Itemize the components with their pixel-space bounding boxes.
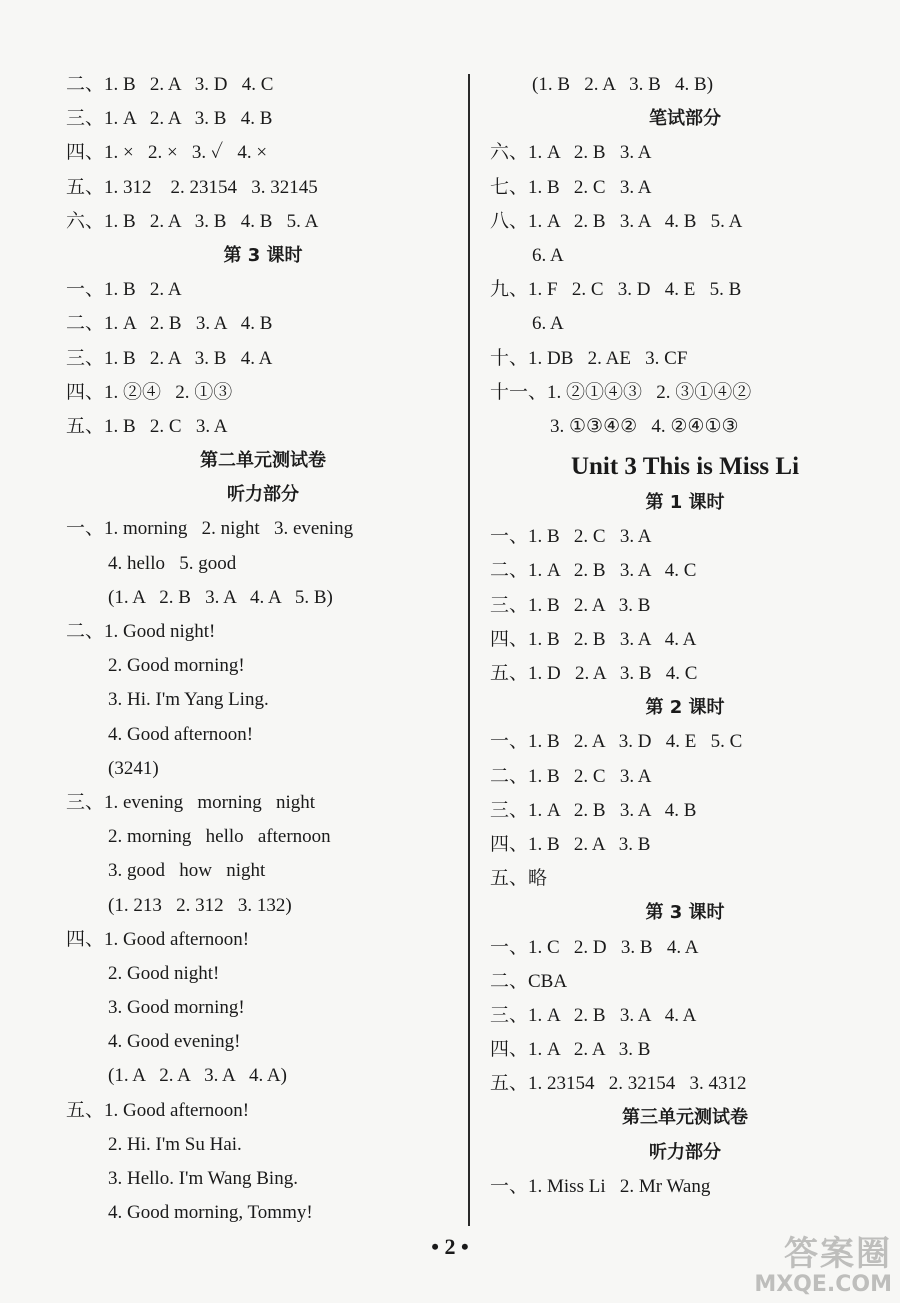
answer-line: 二、CBA — [490, 970, 568, 992]
answer-line: 3. Good morning! — [108, 997, 245, 1019]
answer-line: 一、1. morning 2. night 3. evening — [66, 518, 354, 540]
answer-line: 六、1. A 2. B 3. A — [490, 142, 652, 164]
answer-line: 三、1. B 2. A 3. B — [490, 594, 651, 616]
answer-line: 4. Good morning, Tommy! — [108, 1202, 313, 1224]
watermark-url: MXQE.COM — [754, 1272, 892, 1297]
answer-line: 一、1. B 2. A 3. D 4. E 5. C — [490, 731, 743, 753]
answer-line: 4. Good evening! — [108, 1031, 241, 1053]
answer-line: 四、1. B 2. B 3. A 4. A — [490, 628, 697, 650]
answer-line: (1. A 2. A 3. A 4. A) — [108, 1065, 287, 1087]
watermark — [754, 1235, 892, 1297]
answer-line: 四、1. Good afternoon! — [66, 928, 250, 950]
answer-line: 五、1. 23154 2. 32154 3. 4312 — [490, 1073, 747, 1095]
answer-line: 十一、1. ②①④③ 2. ③①④② — [490, 381, 752, 403]
section-heading: 第 1 课时 — [645, 492, 725, 514]
section-heading: 第三单元测试卷 — [622, 1107, 748, 1129]
answer-line: 6. A — [532, 244, 564, 266]
section-heading: 听力部分 — [227, 484, 299, 506]
section-heading: 第 3 课时 — [223, 244, 303, 266]
answer-line: 三、1. A 2. B 3. A 4. A — [490, 1004, 697, 1026]
answer-line: 三、1. evening morning night — [66, 791, 316, 813]
answer-line: 6. A — [532, 313, 564, 335]
answer-line: 二、1. B 2. C 3. A — [490, 765, 652, 787]
answer-line: (3241) — [108, 757, 159, 779]
answer-line: 3. Hi. I'm Yang Ling. — [108, 689, 269, 711]
answer-line: 四、1. ②④ 2. ①③ — [66, 381, 233, 403]
answer-line: (1. 213 2. 312 3. 132) — [108, 894, 292, 916]
answer-line: 七、1. B 2. C 3. A — [490, 176, 652, 198]
column-divider — [468, 74, 470, 1226]
answer-line: 二、1. Good night! — [66, 621, 216, 642]
section-heading: 第 2 课时 — [645, 697, 725, 719]
answer-line: 四、1. × 2. × 3. ✓ 4. × — [66, 142, 268, 164]
answer-line: 二、1. A 2. B 3. A 4. C — [490, 560, 697, 582]
answer-line: 4. Good afternoon! — [108, 723, 254, 745]
answer-line: (1. B 2. A 3. B 4. B) — [532, 74, 714, 95]
answer-line: 3. good how night — [108, 860, 266, 882]
section-heading: 第二单元测试卷 — [200, 450, 326, 472]
answer-line: 五、1. Good afternoon! — [66, 1099, 250, 1121]
unit-title: Unit 3 This is Miss Li — [570, 453, 800, 481]
answer-line: 一、1. B 2. A — [66, 279, 182, 301]
answer-line: 三、1. A 2. A 3. B 4. B — [66, 108, 273, 130]
answer-line: 五、1. D 2. A 3. B 4. C — [490, 663, 698, 684]
answer-line: 三、1. A 2. B 3. A 4. B — [490, 799, 697, 821]
answer-line: 4. hello 5. good — [108, 552, 237, 574]
answer-line: 八、1. A 2. B 3. A 4. B 5. A — [490, 210, 743, 232]
answer-line: 一、1. B 2. C 3. A — [490, 526, 652, 548]
answer-line: (1. A 2. B 3. A 4. A 5. B) — [108, 586, 333, 608]
answer-line: 三、1. B 2. A 3. B 4. A — [66, 347, 273, 369]
section-heading: 第 3 课时 — [645, 902, 725, 924]
answer-line: 五、略 — [490, 868, 548, 890]
answer-line: 六、1. B 2. A 3. B 4. B 5. A — [66, 210, 319, 232]
section-heading: 笔试部分 — [649, 108, 721, 130]
page-number: • 2 • — [431, 1234, 469, 1259]
section-heading: 听力部分 — [649, 1141, 721, 1163]
answer-line: 2. Good night! — [108, 962, 220, 984]
answer-line: 3. Hello. I'm Wang Bing. — [108, 1168, 298, 1189]
answer-line: 二、1. A 2. B 3. A 4. B — [66, 313, 273, 335]
left-column — [66, 68, 460, 1230]
answer-line: 九、1. F 2. C 3. D 4. E 5. B — [490, 279, 742, 301]
watermark-logo-text: 答案圈 — [784, 1234, 892, 1274]
right-column — [490, 68, 880, 1204]
answer-line: 四、1. A 2. A 3. B — [490, 1039, 651, 1061]
answer-line: 2. Good morning! — [108, 655, 245, 677]
answer-line: 2. morning hello afternoon — [108, 826, 331, 848]
answer-line: 二、1. B 2. A 3. D 4. C — [66, 74, 274, 95]
answer-line: 五、1. 312 2. 23154 3. 32145 — [66, 176, 318, 198]
answer-line: 一、1. Miss Li 2. Mr Wang — [490, 1175, 711, 1197]
answer-line: 一、1. C 2. D 3. B 4. A — [490, 936, 699, 958]
answer-line: 五、1. B 2. C 3. A — [66, 415, 228, 437]
answer-line: 四、1. B 2. A 3. B — [490, 833, 651, 855]
answer-line: 2. Hi. I'm Su Hai. — [108, 1133, 242, 1155]
answer-line: 十、1. DB 2. AE 3. CF — [490, 347, 688, 369]
answer-line: 3. ①③④② 4. ②④①③ — [550, 415, 739, 437]
